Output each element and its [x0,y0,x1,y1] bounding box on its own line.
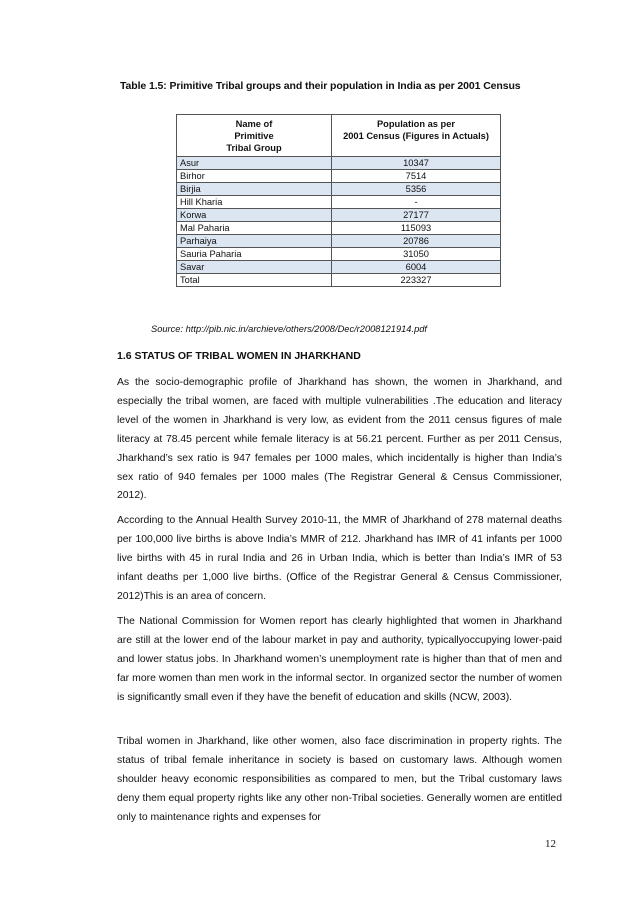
section-heading: 1.6 STATUS OF TRIBAL WOMEN IN JHARKHAND [117,350,361,362]
header-population: Population as per 2001 Census (Figures in Actuals) [332,115,501,157]
table-row [177,222,501,235]
table-row [177,183,501,196]
group-name-cell: Mal Paharia [177,222,332,235]
table-row [177,235,501,248]
page-number: 12 [545,838,556,850]
header-name-of-group: Name of Primitive Tribal Group [177,115,332,157]
group-name-cell: Total [177,274,332,287]
table-caption: Table 1.5: Primitive Tribal groups and their population in India as per 2001 Census [120,80,521,92]
table-row [177,196,501,209]
tribal-population-table [176,114,501,287]
population-cell: 10347 [332,157,501,170]
table-row [177,248,501,261]
population-cell: 5356 [332,183,501,196]
population-cell: 115093 [332,222,501,235]
group-name-cell: Hill Kharia [177,196,332,209]
population-cell: 27177 [332,209,501,222]
group-name-cell: Parhaiya [177,235,332,248]
table-total-row [177,274,501,287]
population-cell: 20786 [332,235,501,248]
group-name-cell: Sauria Paharia [177,248,332,261]
group-name-cell: Korwa [177,209,332,222]
body-paragraph: Tribal women in Jharkhand, like other women, also face discrimination in property rights. The status of tribal female inheritance in society is based on customary laws. Although women shoulder heavy economic responsibilities as compared to men, but the Tribal customary laws deny them equal property rights like any other non-Tribal societies. Generally women are entitled only to maintenance rights and expenses for [117,736,562,823]
table-row [177,209,501,222]
population-cell: 223327 [332,274,501,287]
table-row [177,170,501,183]
table-row [177,157,501,170]
population-cell: 6004 [332,261,501,274]
population-cell: 7514 [332,170,501,183]
group-name-cell: Birhor [177,170,332,183]
source-citation: Source: http://pib.nic.in/archieve/others/2008/Dec/r2008121914.pdf [151,324,427,334]
group-name-cell: Asur [177,157,332,170]
body-paragraph: The National Commission for Women report has clearly highlighted that women in Jharkhand are still at the lower end of the labour market in pay and authority, typicallyoccupying lower-paid and lower status jobs. In Jharkhand women’s unemployment rate is higher than that of men and far more women than men work in the informal sector. In organized sector the number of women is significantly small even if they have the benefit of education and skills (NCW, 2003). [117,616,562,703]
group-name-cell: Savar [177,261,332,274]
body-paragraph: As the socio-demographic profile of Jharkhand has shown, the women in Jharkhand, and especially the tribal women, are faced with multiple vulnerabilities .The education and literacy level of the women in Jharkhand is very low, as evident from the 2011 census figures of male literacy at 78.45 percent while female literacy is at 56.21 percent. Further as per 2011 Census, Jharkhand’s sex ratio is 947 females per 1000 males, which incidentally is higher than India’s sex ratio of 940 females per 1000 males (The Registrar General & Census Commissioner, 2012). [117,377,562,502]
group-name-cell: Birjia [177,183,332,196]
population-cell: - [332,196,501,209]
body-paragraph: According to the Annual Health Survey 2010-11, the MMR of Jharkhand of 278 maternal deaths per 100,000 live births is above India’s MMR of 212. Jharkhand has IMR of 41 infants per 1000 live births with 45 in rural India and 26 in Urban India, which is better than India’s IMR of 53 infant deaths per 1,000 live births. (Office of the Registrar General & Census Commissioner, 2012)This is an area of concern. [117,515,562,602]
table-header-row [177,115,501,157]
population-cell: 31050 [332,248,501,261]
table-row [177,261,501,274]
